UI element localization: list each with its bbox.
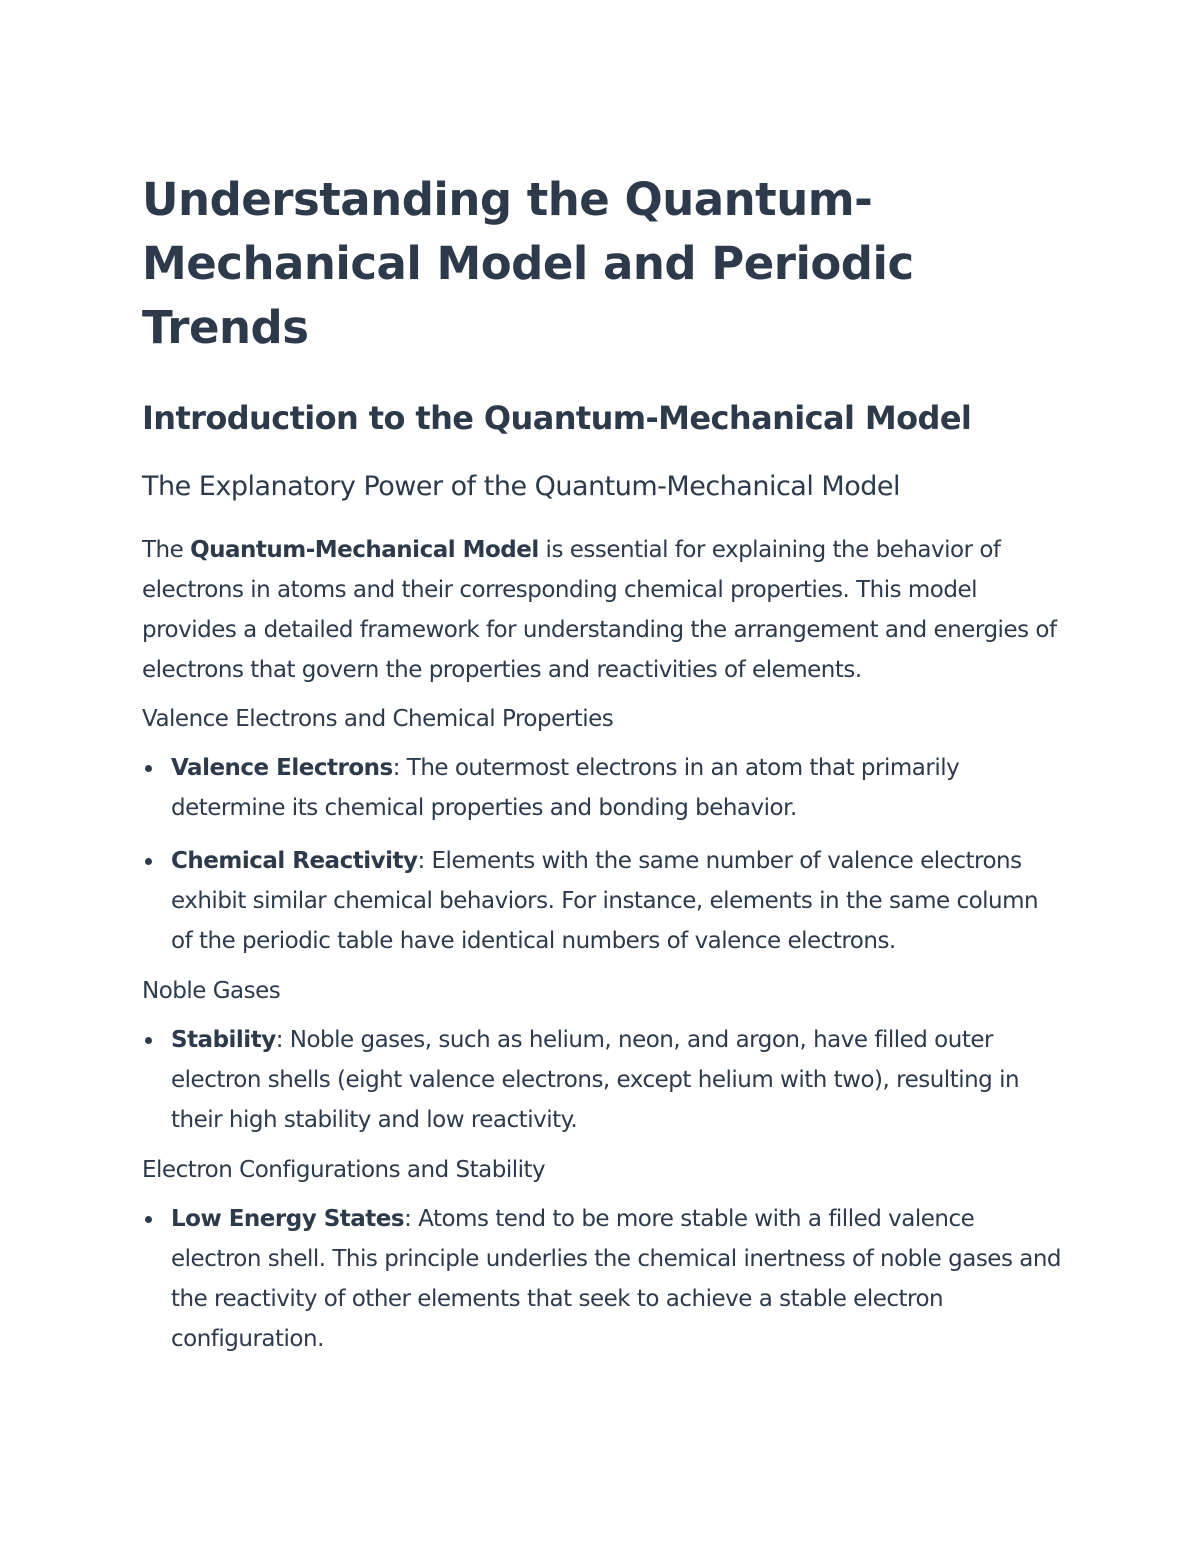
bullet-text: : Atoms tend to be more stable with a filled valence electron shell. This principle underlies the chemical inertness of noble gases and the reactivity of other elements that seek to achieve a stable electron configuration. (171, 1206, 1062, 1352)
section-heading-valence: Valence Electrons and Chemical Properties (142, 706, 614, 732)
intro-paragraph (142, 530, 1062, 690)
bullet-dot-icon (145, 858, 152, 865)
intro-prefix: The (142, 537, 191, 563)
bullet-dot-icon (145, 1216, 152, 1223)
bullet-dot-icon (145, 1037, 152, 1044)
list-item (142, 841, 1062, 961)
list-item (142, 1020, 1062, 1140)
bullet-term: Chemical Reactivity (171, 848, 418, 874)
intro-bold-term: Quantum-Mechanical Model (190, 537, 539, 563)
bullet-list-electron-configurations (142, 1199, 1062, 1359)
list-item (142, 1199, 1062, 1359)
intro-text: is essential for explaining the behavior of electrons in atoms and their corresponding chemical properties. This model provides a detailed framework for understanding the arrangement and energies of electrons that govern the properties and reactivities of elements. (142, 537, 1057, 683)
bullet-text: : Noble gases, such as helium, neon, and argon, have filled outer electron shells (eight valence electrons, except helium with two), resulting in their high stability and low reactivity. (171, 1027, 1020, 1133)
list-item (142, 748, 1062, 828)
subheading: The Explanatory Power of the Quantum-Mechanical Model (142, 471, 900, 502)
bullet-text: : The outermost electrons in an atom that primarily determine its chemical properties and bonding behavior. (171, 755, 960, 821)
bullet-term: Stability (171, 1027, 276, 1053)
document-page (142, 168, 1062, 1372)
bullet-text: : Elements with the same number of valence electrons exhibit similar chemical behaviors. For instance, elements in the same column of the periodic table have identical numbers of valence electrons. (171, 848, 1039, 954)
bullet-list-valence (142, 748, 1062, 961)
section-heading-noble-gases: Noble Gases (142, 978, 281, 1004)
bullet-list-noble-gases (142, 1020, 1062, 1140)
bullet-term: Valence Electrons (171, 755, 393, 781)
bullet-dot-icon (145, 765, 152, 772)
section-heading-electron-configurations: Electron Configurations and Stability (142, 1157, 546, 1183)
document-title: Understanding the Quantum-Mechanical Model and Periodic Trends (142, 173, 914, 354)
section-heading: Introduction to the Quantum-Mechanical Model (142, 399, 972, 437)
bullet-term: Low Energy States (171, 1206, 405, 1232)
